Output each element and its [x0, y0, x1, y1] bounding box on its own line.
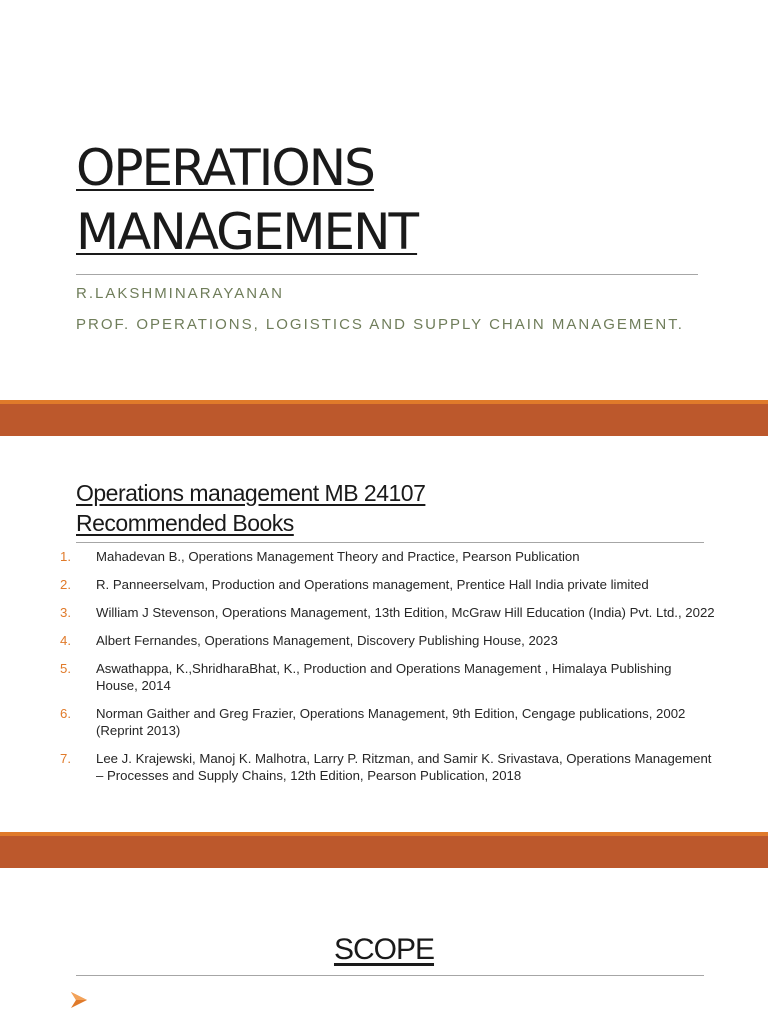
- author-name: R.LAKSHMINARAYANAN: [76, 285, 284, 302]
- books-divider: [76, 542, 704, 543]
- list-item: [56, 576, 716, 593]
- title-line-2: MANAGEMENT: [76, 203, 418, 261]
- list-number: 5.: [60, 661, 71, 676]
- list-item: [56, 632, 716, 649]
- title-slide: [0, 0, 768, 400]
- arrow-bullet-icon: [70, 990, 88, 1010]
- book-text: Albert Fernandes, Operations Management, Discovery Publishing House, 2023: [96, 633, 558, 648]
- list-number: 6.: [60, 706, 71, 721]
- slide-separator-2: [0, 832, 768, 868]
- list-item: [56, 548, 716, 565]
- book-text: Aswathappa, K.,ShridharaBhat, K., Production and Operations Management , Himalaya Publishing House, 2014: [96, 661, 672, 693]
- title-divider: [76, 274, 698, 275]
- title-line-1: OPERATIONS: [76, 139, 374, 197]
- list-number: 3.: [60, 605, 71, 620]
- list-item: [56, 660, 716, 694]
- book-text: R. Panneerselvam, Production and Operations management, Prentice Hall India private limited: [96, 577, 649, 592]
- list-number: 1.: [60, 549, 71, 564]
- books-heading-line-1: Operations management MB 24107: [76, 480, 426, 506]
- book-text: Mahadevan B., Operations Management Theory and Practice, Pearson Publication: [96, 549, 580, 564]
- slide-separator-1: [0, 400, 768, 436]
- list-item: [56, 604, 716, 621]
- scope-heading: SCOPE: [333, 933, 435, 966]
- scope-divider: [76, 975, 704, 976]
- books-heading-line-2: Recommended Books: [76, 510, 294, 536]
- book-list: [56, 548, 716, 795]
- list-item: [56, 750, 716, 784]
- list-number: 7.: [60, 751, 71, 766]
- list-number: 2.: [60, 577, 71, 592]
- author-designation: PROF. OPERATIONS, LOGISTICS AND SUPPLY CHAIN MANAGEMENT.: [76, 316, 684, 333]
- book-text: Norman Gaither and Greg Frazier, Operations Management, 9th Edition, Cengage publications, 2002 (Reprint 2013): [96, 706, 686, 738]
- list-number: 4.: [60, 633, 71, 648]
- book-text: William J Stevenson, Operations Management, 13th Edition, McGraw Hill Education (India) Pvt. Ltd., 2022: [96, 605, 715, 620]
- books-heading: [76, 478, 425, 538]
- book-text: Lee J. Krajewski, Manoj K. Malhotra, Larry P. Ritzman, and Samir K. Srivastava, Operations Management – Processes and Supply Chains, 12th Edition, Pearson Publication, 2018: [96, 751, 712, 783]
- list-item: [56, 705, 716, 739]
